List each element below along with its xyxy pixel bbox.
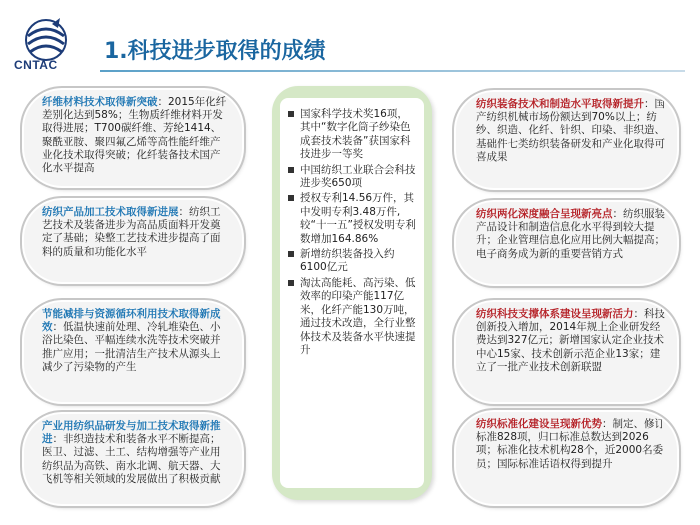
page-title: 1.科技进步取得的成绩 (104, 39, 326, 64)
square-bullet-icon (288, 280, 294, 286)
center-panel (280, 98, 424, 488)
center-list-item (288, 108, 418, 162)
card-heading: 产业用纺织品研发与加工技术取得新推进 (42, 420, 221, 446)
card-heading: 纺织科技支撑体系建设呈现新活力 (476, 308, 634, 320)
center-item-text: 中国纺织工业联合会科技进步奖650项 (300, 163, 416, 190)
card-heading: 纺织两化深度融合呈现新亮点 (476, 208, 613, 220)
card-body: ：非织造技术和装备水平不断提高；医卫、过滤、土工、结构增强等产业用纺织品为高铁、南水北调、航天器、大飞机等相关领域的发展做出了积极贡献 (42, 433, 221, 485)
card-heading: 节能减排与资源循环利用技术取得新成效 (42, 308, 221, 334)
card-body: ：科技创新投入增加，2014年规上企业研发经费达到327亿元；新增国家认定企业技术中心15家、技术创新示范企业13家；建立了一批产业技术创新联盟 (476, 308, 665, 373)
left-card-fiber (24, 90, 242, 186)
card-heading: 纺织标准化建设呈现新优势 (476, 418, 602, 430)
card-body: ：国产纺织机械市场份额达到70%以上；纺纱、织造、化纤、针织、印染、非织造、基础件七类纺织装备研发和产业化取得可喜成果 (476, 98, 665, 163)
center-list-item (288, 277, 418, 357)
center-item-text: 淘汰高能耗、高污染、低效率的印染产能117亿米，化纤产能130万吨，通过技术改造，全行业整体技术及装备水平快速提升 (300, 276, 416, 356)
center-list-item (288, 164, 418, 191)
card-body: ：纺织服装产品设计和制造信息化水平得到较大提升；企业管理信息化应用比例大幅提高；电子商务成为新的重要营销方式 (476, 208, 665, 260)
right-card-support-system (456, 302, 677, 402)
card-body: ：2015年化纤差别化达到58%；生物质纤维材料开发取得进展；T700碳纤维、芳纶1414、聚酰亚胺、聚四氟乙烯等高性能纤维产业化技术取得突破；化纤装备技术国产化水平提高 (42, 96, 227, 175)
square-bullet-icon (288, 167, 294, 173)
card-heading: 纺织装备技术和制造水平取得新提升 (476, 98, 644, 110)
title-divider (100, 70, 685, 72)
card-heading: 纺织产品加工技术取得新进展 (42, 206, 179, 218)
right-card-integration (456, 202, 677, 284)
card-body: ：制定、修订标准828项，归口标准总数达到2026项；标准化技术机构28个，近2000名委员；国际标准话语权得到提升 (476, 418, 665, 470)
card-body: ：低温快速前处理、冷轧堆染色、小浴比染色、平幅连续水洗等技术突破并推广应用；一批清洁生产技术从源头上减少了污染物的产生 (42, 321, 221, 373)
square-bullet-icon (288, 111, 294, 117)
center-item-text: 新增纺织装备投入约6100亿元 (300, 248, 395, 274)
right-card-equipment (456, 92, 677, 188)
right-card-standards (456, 412, 677, 504)
square-bullet-icon (288, 195, 294, 201)
logo-text: CNTAC (14, 58, 58, 72)
center-item-text: 授权专利14.56万件，其中发明专利3.48万件,较“十一五”授权发明专利数增加164.86% (300, 192, 416, 245)
left-card-industrial (24, 414, 242, 504)
left-card-processing (24, 200, 242, 282)
card-body: ：纺织工艺技术及装备进步为高品质面料开发奠定了基础；染整工艺技术进步提高了面料的质量和功能化水平 (42, 206, 221, 258)
left-card-energy (24, 302, 242, 402)
card-heading: 纤维材料技术取得新突破 (42, 96, 158, 108)
center-list-item (288, 192, 418, 246)
center-item-text: 国家科学技术奖16项，其中“数字化筒子纱染色成套技术装备”获国家科技进步一等奖 (300, 108, 411, 161)
center-list-item (288, 248, 418, 275)
square-bullet-icon (288, 251, 294, 257)
